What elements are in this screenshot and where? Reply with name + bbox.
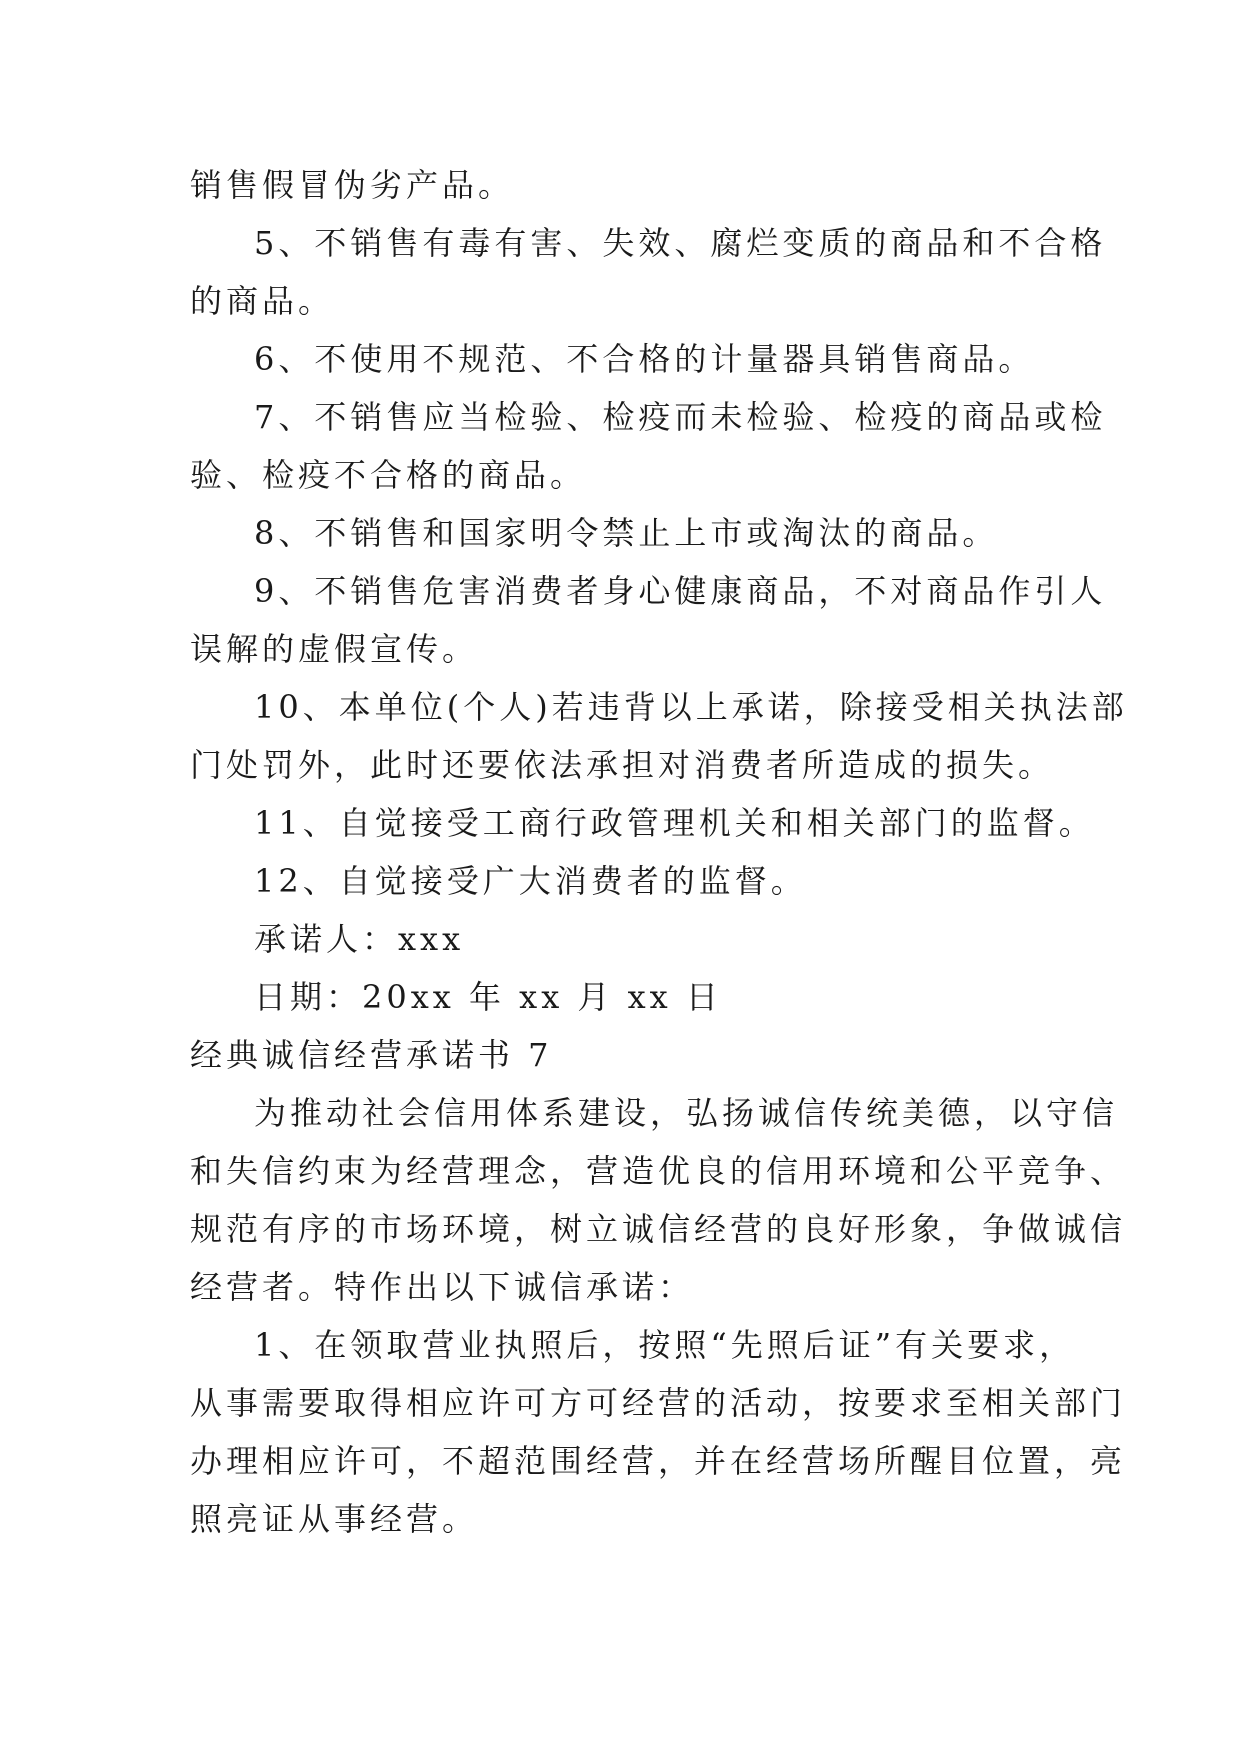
paragraph-line: 误解的虚假宣传。 (190, 630, 479, 668)
paragraph-line: 从事需要取得相应许可方可经营的活动，按要求至相关部门 (190, 1384, 1127, 1422)
paragraph-line: 和失信约束为经营理念，营造优良的信用环境和公平竞争、 (190, 1152, 1127, 1190)
paragraph-line: 11、自觉接受工商行政管理机关和相关部门的监督。 (254, 804, 1095, 842)
section-heading: 经典诚信经营承诺书 7 (190, 1036, 553, 1074)
paragraph-line: 规范有序的市场环境，树立诚信经营的良好形象，争做诚信 (190, 1210, 1127, 1248)
paragraph-line: 验、检疫不合格的商品。 (190, 456, 587, 494)
paragraph-line: 门处罚外，此时还要依法承担对消费者所造成的损失。 (190, 746, 1055, 784)
paragraph-line: 经营者。特作出以下诚信承诺： (190, 1268, 695, 1306)
paragraph-line: 12、自觉接受广大消费者的监督。 (254, 862, 807, 900)
paragraph-line: 8、不销售和国家明令禁止上市或淘汰的商品。 (254, 514, 999, 552)
paragraph-line: 7、不销售应当检验、检疫而未检验、检疫的商品或检 (254, 398, 1107, 436)
paragraph-line: 1、在领取营业执照后，按照“先照后证”有关要求， (254, 1326, 1076, 1364)
paragraph-line: 的商品。 (190, 282, 335, 320)
paragraph-line: 销售假冒伪劣产品。 (190, 166, 515, 204)
paragraph-line: 办理相应许可，不超范围经营，并在经营场所醒目位置，亮 (190, 1442, 1127, 1480)
date-line: 日期：20xx 年 xx 月 xx 日 (254, 978, 722, 1016)
paragraph-line: 6、不使用不规范、不合格的计量器具销售商品。 (254, 340, 1035, 378)
paragraph-line: 为推动社会信用体系建设，弘扬诚信传统美德，以守信 (254, 1094, 1119, 1132)
paragraph-line: 9、不销售危害消费者身心健康商品，不对商品作引人 (254, 572, 1107, 610)
signatory-line: 承诺人：xxx (254, 920, 465, 958)
paragraph-line: 照亮证从事经营。 (190, 1500, 479, 1538)
paragraph-line: 10、本单位(个人)若违背以上承诺，除接受相关执法部 (254, 688, 1128, 726)
paragraph-line: 5、不销售有毒有害、失效、腐烂变质的商品和不合格 (254, 224, 1107, 262)
